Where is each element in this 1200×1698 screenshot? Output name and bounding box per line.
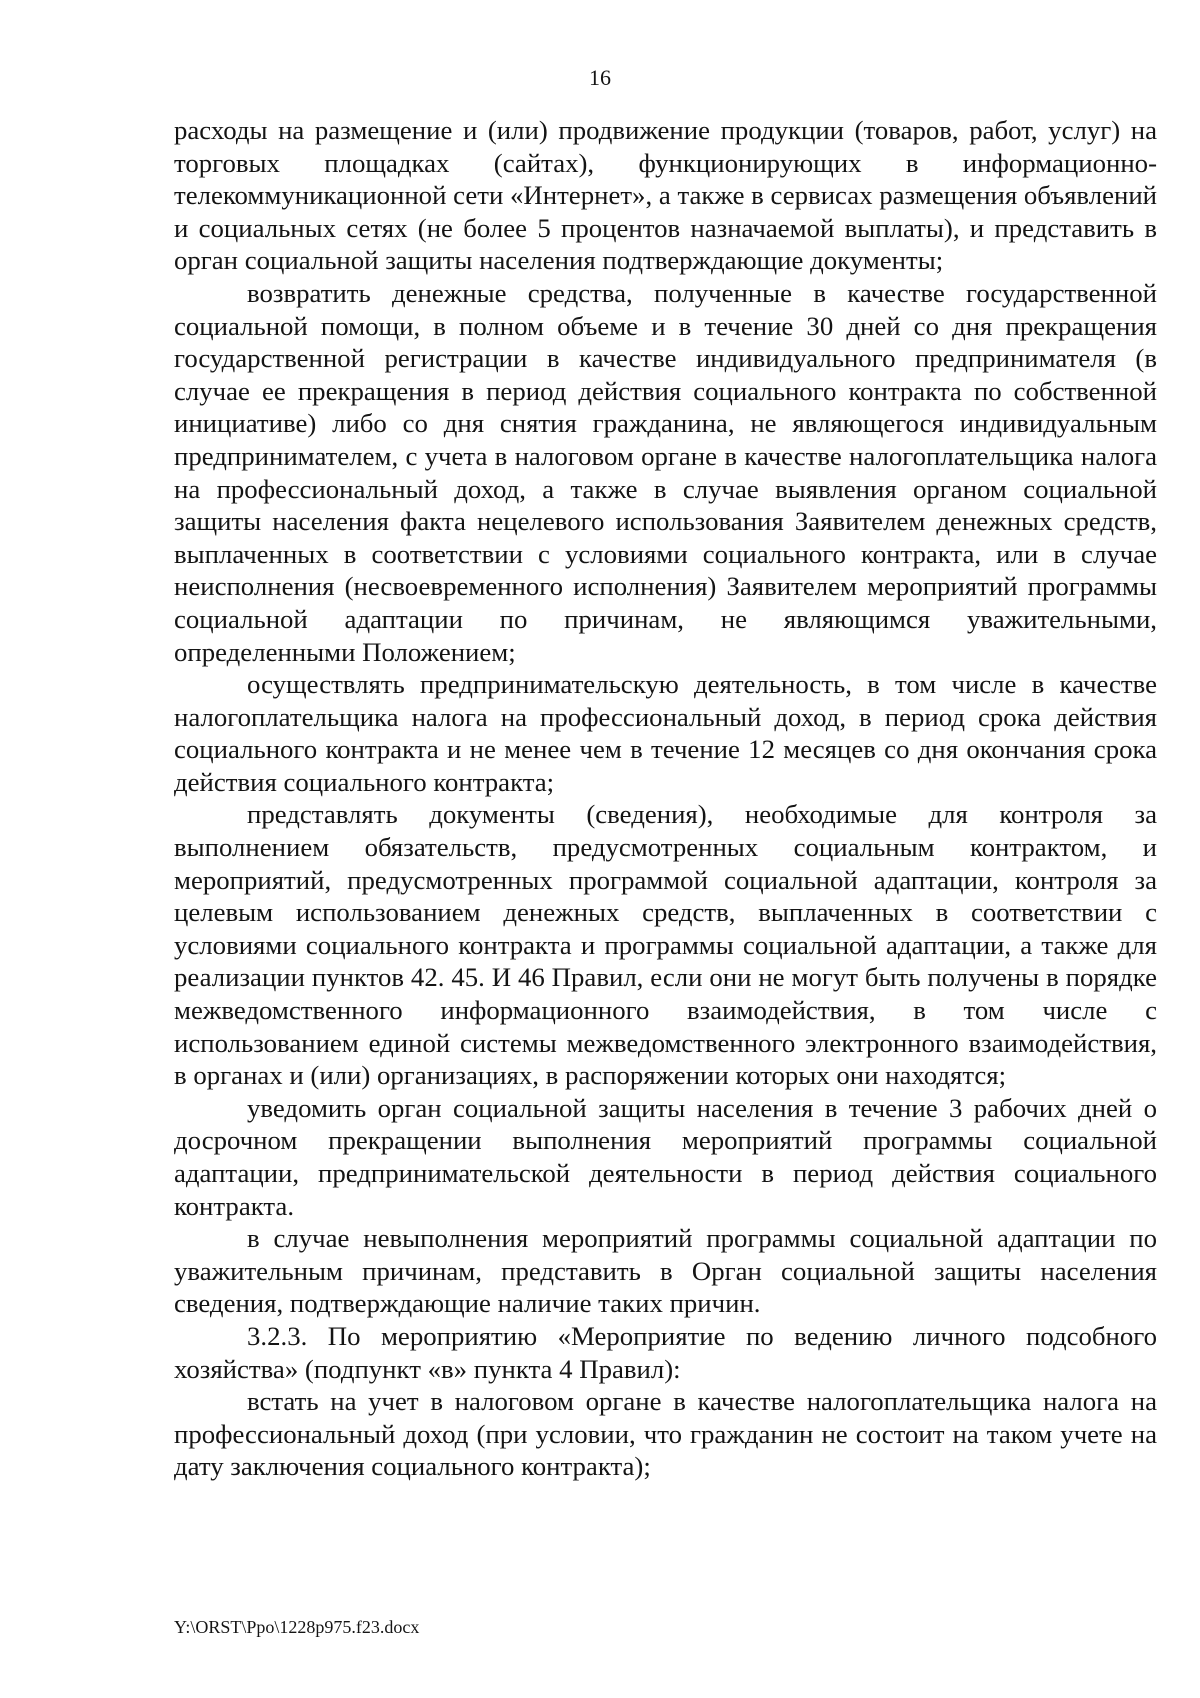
paragraph-2: возвратить денежные средства, полученные в качестве государственной социальной помощи, в полном объеме и в течение 30 дней со дня прекращения государственной регистрации в качестве индивидуального предпринимателя (в случае ее прекращения в период действия социального контракта по собственной инициативе) либо со дня снятия гражданина, не являющегося индивидуальным предпринимателем, с учета в налоговом органе в качестве налогоплательщика налога на профессиональный доход, а также в случае выявления органом социальной защиты населения факта нецелевого использования Заявителем денежных средств, выплаченных в соответствии с условиями социального контракта, или в случае неисполнения (несвоевременного исполнения) Заявителем мероприятий программы социальной адаптации по причинам, не являющимся уважительными, определенными Положением; [174,277,1157,667]
paragraph-7: 3.2.3. По мероприятию «Мероприятие по ведению личного подсобного хозяйства» (подпункт «в» пункта 4 Правил): [174,1320,1157,1384]
paragraph-8: встать на учет в налоговом органе в качестве налогоплательщика налога на профессиональный доход (при условии, что гражданин не состоит на таком учете на дату заключения социального контракта); [174,1386,1157,1482]
paragraph-4: представлять документы (сведения), необходимые для контроля за выполнением обязательств, предусмотренных социальным контрактом, и мероприятий, предусмотренных программой социальной адаптации, контроля за целевым использованием денежных средств, выплаченных в соответствии с условиями социального контракта и программы социальной адаптации, а также для реализации пунктов 42. 45. И 46 Правил, если они не могут быть получены в порядке межведомственного информационного взаимодействия, в том числе с использованием единой системы межведомственного электронного взаимодействия, в органах и (или) организациях, в распоряжении которых они находятся; [174,799,1157,1091]
paragraph-6: в случае невыполнения мероприятий программы социальной адаптации по уважительным причинам, представить в Орган социальной защиты населения сведения, подтверждающие наличие таких причин. [174,1223,1157,1319]
page-number: 16 [589,65,611,90]
paragraph-5: уведомить орган социальной защиты населения в течение 3 рабочих дней о досрочном прекращении выполнения мероприятий программы социальной адаптации, предпринимательской деятельности в период действия социального контракта. [174,1092,1157,1221]
paragraph-3: осуществлять предпринимательскую деятельность, в том числе в качестве налогоплательщика налога на профессиональный доход, в период срока действия социального контракта и не менее чем в течение 12 месяцев со дня окончания срока действия социального контракта; [174,669,1157,797]
footer-file-path: Y:\ORST\Ppo\1228p975.f23.docx [174,1617,420,1637]
document-body [174,114,1157,1483]
paragraph-1: расходы на размещение и (или) продвижение продукции (товаров, работ, услуг) на торговых площадках (сайтах), функционирующих в информационно-телекоммуникационной сети «Интернет», а также в сервисах размещения объявлений и социальных сетях (не более 5 процентов назначаемой выплаты), и представить в орган социальной защиты населения подтверждающие документы; [174,115,1157,276]
